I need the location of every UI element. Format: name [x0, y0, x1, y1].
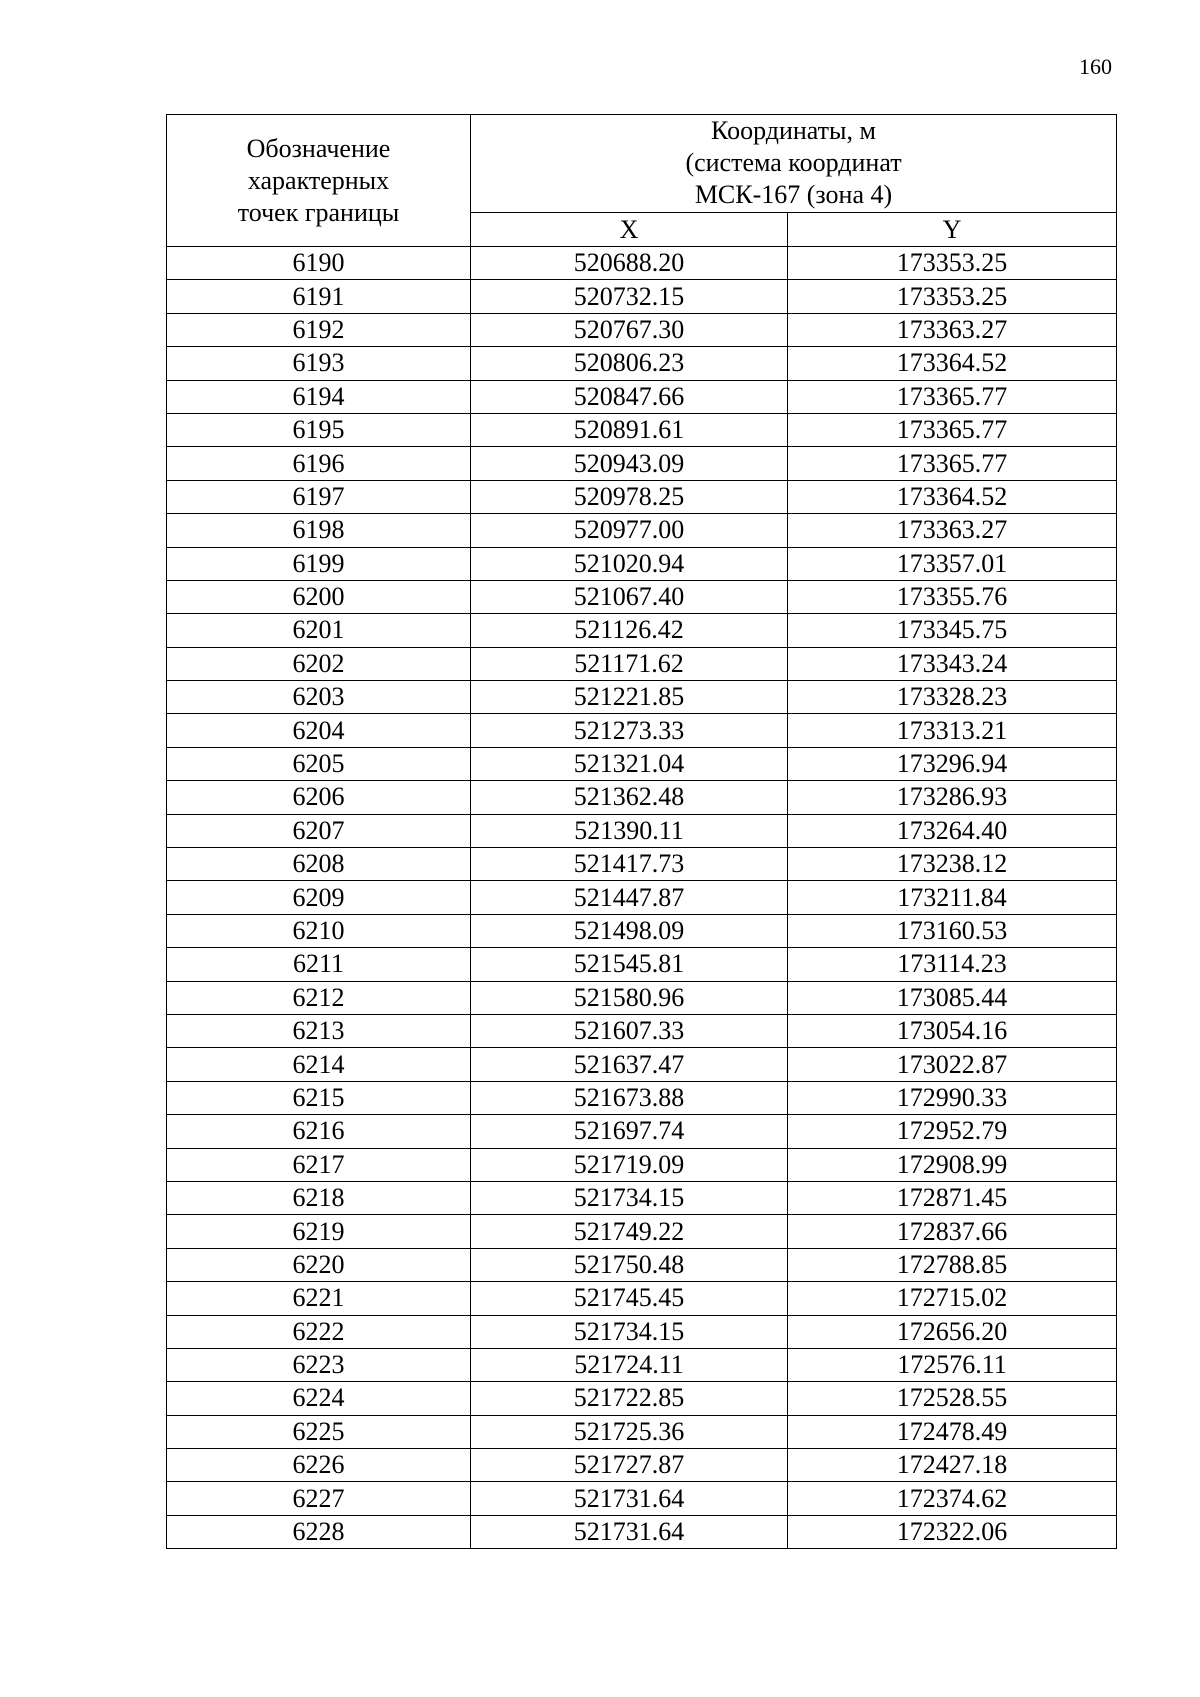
- table-row: [167, 1248, 1117, 1281]
- y-coordinate-cell: 172788.85: [788, 1248, 1117, 1281]
- x-coordinate-cell: 521734.15: [471, 1181, 788, 1214]
- y-coordinate-cell: 173353.25: [788, 280, 1117, 313]
- x-coordinate-cell: 521273.33: [471, 714, 788, 747]
- y-coordinate-cell: 173296.94: [788, 747, 1117, 780]
- point-cell: 6205: [167, 747, 471, 780]
- point-cell: 6206: [167, 781, 471, 814]
- table-row: [167, 380, 1117, 413]
- x-coordinate-cell: 520891.61: [471, 413, 788, 446]
- y-coordinate-cell: 173357.01: [788, 547, 1117, 580]
- x-coordinate-cell: 521321.04: [471, 747, 788, 780]
- point-cell: 6192: [167, 313, 471, 346]
- y-coordinate-cell: 172908.99: [788, 1148, 1117, 1181]
- y-coordinate-cell: 172990.33: [788, 1081, 1117, 1114]
- point-cell: 6211: [167, 948, 471, 981]
- table-row: [167, 580, 1117, 613]
- y-coordinate-cell: 173160.53: [788, 914, 1117, 947]
- table-row: [167, 1014, 1117, 1047]
- x-coordinate-cell: 520847.66: [471, 380, 788, 413]
- point-cell: 6196: [167, 447, 471, 480]
- x-coordinate-cell: 520943.09: [471, 447, 788, 480]
- x-coordinate-cell: 521725.36: [471, 1415, 788, 1448]
- x-coordinate-cell: 521171.62: [471, 647, 788, 680]
- point-cell: 6190: [167, 247, 471, 280]
- table-row: [167, 1148, 1117, 1181]
- point-cell: 6214: [167, 1048, 471, 1081]
- y-coordinate-cell: 173286.93: [788, 781, 1117, 814]
- coords-header-line-1: Координаты, м: [711, 116, 876, 146]
- table-row: [167, 614, 1117, 647]
- table-row: [167, 647, 1117, 680]
- point-cell: 6218: [167, 1181, 471, 1214]
- y-coordinate-cell: 173363.27: [788, 313, 1117, 346]
- table-row: [167, 247, 1117, 280]
- x-coordinate-cell: 520977.00: [471, 514, 788, 547]
- point-cell: 6217: [167, 1148, 471, 1181]
- x-coordinate-cell: 520767.30: [471, 313, 788, 346]
- x-coordinate-cell: 521447.87: [471, 881, 788, 914]
- point-cell: 6219: [167, 1215, 471, 1248]
- table-row: [167, 1382, 1117, 1415]
- table-row: [167, 514, 1117, 547]
- point-cell: 6200: [167, 580, 471, 613]
- table-row: [167, 1282, 1117, 1315]
- point-header-line-1: Обозначение: [246, 133, 391, 163]
- x-coordinate-cell: 521607.33: [471, 1014, 788, 1047]
- y-coordinate-cell: 173363.27: [788, 514, 1117, 547]
- point-cell: 6221: [167, 1282, 471, 1315]
- y-coordinate-cell: 173343.24: [788, 647, 1117, 680]
- y-coordinate-cell: 173085.44: [788, 981, 1117, 1014]
- point-header-line-2: характерных: [247, 165, 390, 195]
- x-coordinate-cell: 521221.85: [471, 681, 788, 714]
- table-row: [167, 1115, 1117, 1148]
- table-row: [167, 948, 1117, 981]
- point-column-header: [167, 115, 471, 247]
- table-row: [167, 1449, 1117, 1482]
- table-row: [167, 914, 1117, 947]
- x-coordinate-cell: 521545.81: [471, 948, 788, 981]
- table-row: [167, 413, 1117, 446]
- y-coordinate-cell: 172427.18: [788, 1449, 1117, 1482]
- point-cell: 6220: [167, 1248, 471, 1281]
- y-coordinate-cell: 173313.21: [788, 714, 1117, 747]
- x-coordinate-cell: 521731.64: [471, 1515, 788, 1548]
- table-row: [167, 447, 1117, 480]
- y-coordinate-cell: 172715.02: [788, 1282, 1117, 1315]
- y-column-header: Y: [788, 212, 1117, 246]
- y-coordinate-cell: 173364.52: [788, 480, 1117, 513]
- y-coordinate-cell: 173328.23: [788, 681, 1117, 714]
- table-row: [167, 848, 1117, 881]
- table-row: [167, 1181, 1117, 1214]
- table-row: [167, 1482, 1117, 1515]
- point-cell: 6207: [167, 814, 471, 847]
- table-row: [167, 747, 1117, 780]
- x-coordinate-cell: 521745.45: [471, 1282, 788, 1315]
- x-coordinate-cell: 521673.88: [471, 1081, 788, 1114]
- coordinates-table: [166, 114, 1117, 1549]
- y-coordinate-cell: 173345.75: [788, 614, 1117, 647]
- point-cell: 6225: [167, 1415, 471, 1448]
- y-coordinate-cell: 172374.62: [788, 1482, 1117, 1515]
- point-header-line-3: точек границы: [237, 197, 400, 227]
- coords-header-line-2: (система координат: [685, 148, 902, 178]
- table-row: [167, 1215, 1117, 1248]
- x-coordinate-cell: 521020.94: [471, 547, 788, 580]
- y-coordinate-cell: 172322.06: [788, 1515, 1117, 1548]
- y-coordinate-cell: 173211.84: [788, 881, 1117, 914]
- table-row: [167, 1048, 1117, 1081]
- point-cell: 6226: [167, 1449, 471, 1482]
- y-coordinate-cell: 173353.25: [788, 247, 1117, 280]
- x-coordinate-cell: 521749.22: [471, 1215, 788, 1248]
- y-coordinate-cell: 173365.77: [788, 413, 1117, 446]
- table-body: [167, 247, 1117, 1549]
- table-header: [167, 115, 1117, 247]
- point-cell: 6210: [167, 914, 471, 947]
- y-coordinate-cell: 172576.11: [788, 1348, 1117, 1381]
- coordinates-group-header: [471, 115, 1117, 213]
- point-cell: 6203: [167, 681, 471, 714]
- x-coordinate-cell: 520732.15: [471, 280, 788, 313]
- table-row: [167, 1415, 1117, 1448]
- y-coordinate-cell: 172478.49: [788, 1415, 1117, 1448]
- table-row: [167, 1315, 1117, 1348]
- point-cell: 6224: [167, 1382, 471, 1415]
- point-cell: 6199: [167, 547, 471, 580]
- table-row: [167, 280, 1117, 313]
- point-cell: 6208: [167, 848, 471, 881]
- point-cell: 6202: [167, 647, 471, 680]
- table-row: [167, 547, 1117, 580]
- point-cell: 6215: [167, 1081, 471, 1114]
- x-coordinate-cell: 521067.40: [471, 580, 788, 613]
- table-row: [167, 881, 1117, 914]
- point-cell: 6194: [167, 380, 471, 413]
- table-row: [167, 1515, 1117, 1548]
- table-row: [167, 681, 1117, 714]
- y-coordinate-cell: 173264.40: [788, 814, 1117, 847]
- point-cell: 6193: [167, 347, 471, 380]
- y-coordinate-cell: 172837.66: [788, 1215, 1117, 1248]
- table-row: [167, 781, 1117, 814]
- y-coordinate-cell: 173022.87: [788, 1048, 1117, 1081]
- table-row: [167, 313, 1117, 346]
- coords-header-line-3: МСК-167 (зона 4): [694, 180, 893, 210]
- x-coordinate-cell: 521731.64: [471, 1482, 788, 1515]
- header-row-top: [167, 115, 1117, 213]
- x-coordinate-cell: 521727.87: [471, 1449, 788, 1482]
- table-row: [167, 814, 1117, 847]
- point-cell: 6222: [167, 1315, 471, 1348]
- x-coordinate-cell: 521734.15: [471, 1315, 788, 1348]
- y-coordinate-cell: 173114.23: [788, 948, 1117, 981]
- x-coordinate-cell: 520978.25: [471, 480, 788, 513]
- point-cell: 6204: [167, 714, 471, 747]
- y-coordinate-cell: 173054.16: [788, 1014, 1117, 1047]
- point-cell: 6191: [167, 280, 471, 313]
- x-coordinate-cell: 521697.74: [471, 1115, 788, 1148]
- point-cell: 6209: [167, 881, 471, 914]
- x-coordinate-cell: 521724.11: [471, 1348, 788, 1381]
- x-coordinate-cell: 521390.11: [471, 814, 788, 847]
- y-coordinate-cell: 173364.52: [788, 347, 1117, 380]
- point-cell: 6197: [167, 480, 471, 513]
- y-coordinate-cell: 173355.76: [788, 580, 1117, 613]
- point-cell: 6223: [167, 1348, 471, 1381]
- y-coordinate-cell: 173365.77: [788, 447, 1117, 480]
- point-cell: 6228: [167, 1515, 471, 1548]
- table-row: [167, 347, 1117, 380]
- x-coordinate-cell: 521637.47: [471, 1048, 788, 1081]
- x-coordinate-cell: 521417.73: [471, 848, 788, 881]
- y-coordinate-cell: 172656.20: [788, 1315, 1117, 1348]
- y-coordinate-cell: 173238.12: [788, 848, 1117, 881]
- point-cell: 6213: [167, 1014, 471, 1047]
- x-coordinate-cell: 521362.48: [471, 781, 788, 814]
- x-coordinate-cell: 521750.48: [471, 1248, 788, 1281]
- y-coordinate-cell: 173365.77: [788, 380, 1117, 413]
- y-coordinate-cell: 172528.55: [788, 1382, 1117, 1415]
- point-cell: 6201: [167, 614, 471, 647]
- x-coordinate-cell: 521580.96: [471, 981, 788, 1014]
- x-coordinate-cell: 520688.20: [471, 247, 788, 280]
- y-coordinate-cell: 172871.45: [788, 1181, 1117, 1214]
- point-cell: 6216: [167, 1115, 471, 1148]
- x-coordinate-cell: 521722.85: [471, 1382, 788, 1415]
- table-row: [167, 480, 1117, 513]
- x-coordinate-cell: 520806.23: [471, 347, 788, 380]
- x-coordinate-cell: 521719.09: [471, 1148, 788, 1181]
- table-row: [167, 714, 1117, 747]
- point-cell: 6212: [167, 981, 471, 1014]
- x-coordinate-cell: 521126.42: [471, 614, 788, 647]
- table-row: [167, 1081, 1117, 1114]
- point-cell: 6198: [167, 514, 471, 547]
- x-coordinate-cell: 521498.09: [471, 914, 788, 947]
- table-row: [167, 1348, 1117, 1381]
- page-number: 160: [1079, 54, 1112, 79]
- table-row: [167, 981, 1117, 1014]
- y-coordinate-cell: 172952.79: [788, 1115, 1117, 1148]
- x-column-header: X: [471, 212, 788, 246]
- point-cell: 6227: [167, 1482, 471, 1515]
- point-cell: 6195: [167, 413, 471, 446]
